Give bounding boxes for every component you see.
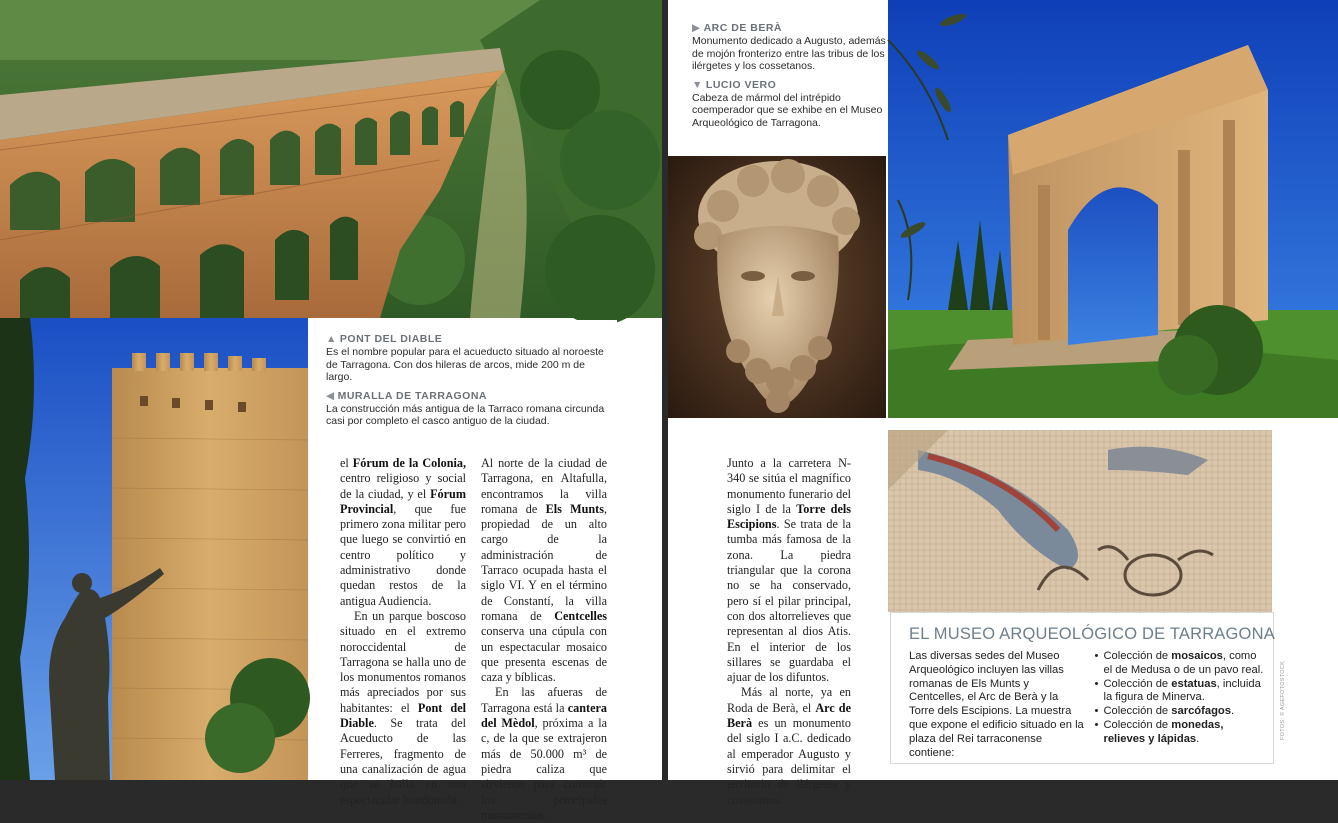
caption-arc-de-bera [692,22,888,73]
body-paragraph [340,456,466,609]
body-column-2 [481,456,607,823]
text-run: cantera del Mèdol [481,700,607,731]
caption-text: La construcción más antigua de la Tarraco romana circunda casi por completo el casco antiguo de la ciudad. [326,402,605,427]
text-run: sarcófagos [1171,705,1231,718]
body-paragraph [727,456,851,685]
text-run: , incluida la figura de Minerva. [1103,677,1261,704]
caption-pont-del-diable [326,333,607,384]
sidebar-list-item [1094,719,1265,747]
text-run: , como el de Medusa o de un pavo real. [1103,650,1264,676]
text-run: conserva una cúpula con un espectacular mosaico que presenta escenas de caza y bíblicas. [481,624,607,685]
caption-heading: MURALLA DE TARRAGONA [337,389,487,402]
text-run: Arc de Berà [727,700,851,731]
museum-sidebar [890,612,1274,764]
text-run: . [1196,732,1200,745]
body-column-1 [340,456,466,808]
arch-photo [888,0,1338,418]
aqueduct-illustration [0,0,662,318]
caption-lucio-vero [692,79,888,130]
left-page [0,0,662,822]
text-run: Colección de [1103,650,1172,662]
bust-illustration [668,156,886,418]
up-arrow-icon: ▲ [326,333,337,345]
caption-heading: LUCIO VERO [705,78,777,91]
text-run: , próxima a la c, de la que se extrajeron más de 50.000 m³ de piedra caliza que sirvieron para construir los principales monumentos. [481,716,607,822]
caption-text: Cabeza de mármol del intrépido coemperador que se exhibe en el Museo Arqueológico de Tarragona. [692,91,883,129]
text-run: mosaicos [1171,650,1223,662]
caption-text: Es el nombre popular para el acueducto situado al noroeste de Tarragona. Con dos hileras de arcos, mide 200 m de largo. [326,346,604,383]
text-run: centro religioso y social de la ciudad, y el [340,471,466,501]
sidebar-intro: Las diversas sedes del Museo Arqueológico incluyen las villas romanas de Els Munts y Centcelles, el Arc de Berà y la Torre dels Escipions. La muestra que expone el edificio situado en la plaza del Rei tarraconense contiene: [909,650,1084,759]
text-run: es un monumento del siglo I a.C. dedicado al emperador Augusto y sirvió para delimitar el territorio de ilérgetes y cossetanos. [727,716,851,807]
sidebar-list-item [1094,650,1265,678]
tower-illustration [0,318,308,780]
photo-credit: FOTOS: © AGEFOTOSTOCK [1280,660,1286,740]
text-run: monedas, relieves y lápidas [1103,718,1224,745]
body-column-3 [727,456,851,808]
body-paragraph [481,456,607,685]
body-paragraph [340,609,466,808]
body-paragraph [727,685,851,807]
right-page [668,0,1338,807]
text-run: Colección de [1103,718,1172,731]
down-arrow-icon: ▼ [692,78,703,91]
right-caption-box [692,22,888,152]
text-run: Els Munts [545,501,604,516]
caption-heading: ARC DE BERÀ [703,22,782,34]
text-run: Colección de [1103,677,1172,690]
mosaic-photo [888,430,1272,612]
text-run: Fórum Provincial [340,486,466,516]
sidebar-list-item [1094,678,1265,706]
text-run: Fórum de la Colonia, [352,456,466,470]
text-run: . [1230,705,1235,718]
text-run: Centcelles [554,608,607,623]
text-run: En las afueras de Tarragona está la [481,685,607,715]
caption-heading: PONT DEL DIABLE [339,333,443,345]
text-run: Al norte de la ciudad de Tarragona, en Altafulla, encontramos la villa romana de [481,456,607,516]
text-run: . Se trata de la tumba más famosa de la zona. La piedra triangular que la corona no se ha conservado, pero sí el pilar principal, con dos altorrelieves que representan al dios Atis. En el interior de los sillares se guardaba el ajuar de los difuntos. [727,517,851,685]
caption-muralla [326,390,607,428]
left-arrow-icon: ◀ [326,389,335,402]
text-run: . Se trata del Acueducto de las Ferreres, fragmento de una canalización de agua que se halla en una espectacular hondonada. [340,716,466,807]
text-run: Junto a la carretera N-340 se sitúa el magnífico monumento funerario del siglo I de la [727,456,851,516]
mosaic-illustration [888,430,1272,612]
arch-illustration [888,0,1338,418]
text-run: Más al norte, ya en Roda de Berà, el [727,685,851,715]
text-run: Pont del Diable [340,700,467,731]
left-caption-box [310,320,617,425]
text-run: , que fue primero zona militar pero que luego se convirtió en centro político y administrativo donde quedan restos de la antigua Audiencia. [340,501,466,608]
aqueduct-photo [0,0,662,318]
sidebar-list-item [1094,705,1265,719]
body-paragraph [481,685,607,823]
text-run: En un parque boscoso situado en el extremo noroccidental de Tarragona se halla uno de los monumentos romanos más apreciados por sus habitantes: el [340,608,466,715]
text-run: , propiedad de un alto cargo de la administración de Tarraco ocupada hasta el siglo VI. Y en el término de Constantí, la villa romana de [481,501,607,623]
text-run: estatuas [1171,677,1217,690]
sidebar-list [1094,650,1265,760]
bust-photo [668,156,886,418]
right-arrow-icon: ▶ [692,22,701,34]
caption-text: Monumento dedicado a Augusto, además de mojón fronterizo entre las tribus de los ilérgetes y los cossetanos. [692,35,886,72]
sidebar-title: EL MUSEO ARQUEOLÓGICO DE TARRAGONA [909,625,1275,643]
tower-photo [0,318,308,780]
text-run: Colección de [1103,705,1172,718]
text-run: Torre dels Escipions [727,501,851,532]
text-run: el [340,456,353,470]
